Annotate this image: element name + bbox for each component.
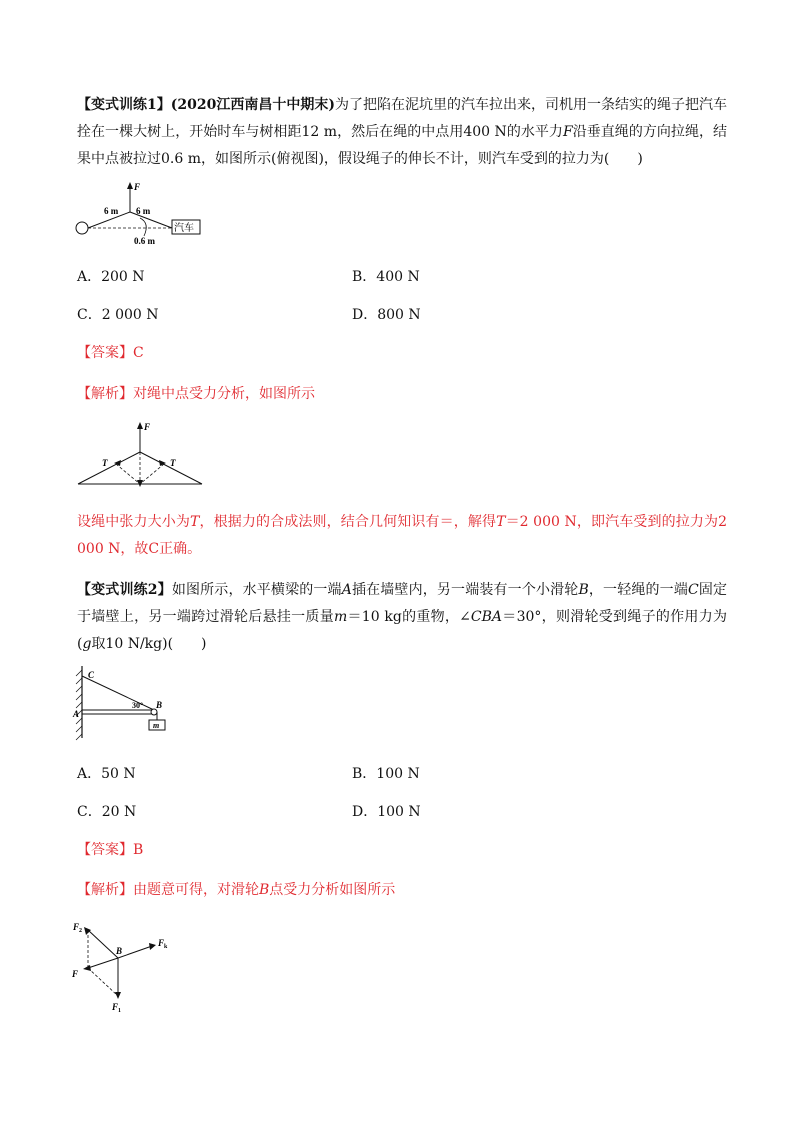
q2-sol-dash-2 <box>88 968 118 996</box>
q2-var-m: m <box>333 609 348 625</box>
q2-sol-label-f: F <box>72 969 79 979</box>
q2-var-a: A <box>341 582 352 598</box>
q2-option-c: C．20 N <box>77 804 137 820</box>
q1-sol-label-t-right: T <box>170 458 176 468</box>
q1-solution-figure <box>76 420 206 490</box>
q1-option-b: B．400 N <box>352 269 420 285</box>
q2-sol-fk-head <box>149 943 156 950</box>
q1-solution <box>77 509 727 563</box>
q1-fig-label-right: 6 m <box>136 206 151 216</box>
q1-answer <box>77 343 144 363</box>
q1-sol-label-t-left: T <box>102 458 108 468</box>
q2-var-g: g <box>82 636 92 652</box>
q2-var-cba: CBA <box>470 609 503 625</box>
q1-question <box>77 92 727 173</box>
q2-option-b: B．100 N <box>352 766 420 782</box>
q1-sol-t2: T <box>496 514 506 530</box>
q2-sol-fk <box>118 946 152 958</box>
q1-figure <box>70 178 210 248</box>
q2-fig-label-angle: 30° <box>132 701 144 710</box>
q2-answer-label: 【答案】 <box>77 842 133 858</box>
q2-answer-value: B <box>133 842 144 858</box>
q2-sol-label-fk: $F_k$ <box>158 938 168 950</box>
q2-var-c: C <box>688 582 699 598</box>
q1-analysis-text: 对绳中点受力分析，如图所示 <box>133 386 315 402</box>
q2-solution-figure <box>70 920 180 1020</box>
q1-source: (2020江西南昌十中期末) <box>170 97 335 113</box>
q1-answer-value: C <box>133 345 144 361</box>
q2-tag: 【变式训练2】 <box>77 582 172 598</box>
q1-fig-arrow-head <box>127 182 133 189</box>
q2-analysis-a: 由题意可得，对滑轮 <box>133 882 259 898</box>
q1-option-c: C．2 000 N <box>77 307 159 323</box>
q2-fig-wall-hatch <box>76 670 82 740</box>
q2-sol-f <box>88 958 118 968</box>
q1-fig-label-depth: 0.6 m <box>134 236 155 246</box>
q1-text-a: 为了把陷在泥坑里的汽车拉出来，司机用一条结实的绳子把汽车拴在一棵大树上，开始时车与树相距12 m，然后在绳的中点用400 N的水平力 <box>77 97 727 140</box>
q2-fig-label-c: C <box>88 670 95 680</box>
q1-analysis-label: 【解析】 <box>77 386 133 402</box>
q1-sol-rope-right <box>140 452 202 484</box>
q1-text-b: 沿垂直绳的方向拉绳，结果中点被拉过0.6 m，如图所示(俯视图)，假设绳子的伸长不计，则汽车受到的拉力为( ) <box>77 124 727 167</box>
q1-tag: 【变式训练1】 <box>77 97 171 113</box>
q2-sol-label-f2: $F_2$ <box>73 922 83 934</box>
q1-answer-label: 【答案】 <box>77 345 133 361</box>
q2-text-e: ＝10 kg的重物，∠ <box>347 609 471 625</box>
q2-analysis-b: B <box>259 882 270 898</box>
q2-figure <box>70 664 165 742</box>
q1-option-d: D．800 N <box>352 307 421 323</box>
q1-fig-depth-arc <box>140 218 146 236</box>
q1-fig-tree <box>76 222 88 234</box>
q1-sol-force-head <box>137 422 143 429</box>
q2-text-f: ＝30°，则滑轮受到绳子的作用力为( <box>77 609 727 652</box>
q2-fig-label-m: m <box>153 721 160 730</box>
q1-sol-c: ＝2 000 N，即汽车受到的拉力为2 000 N，故C正确。 <box>77 514 727 557</box>
q2-text-a: 如图所示，水平横梁的一端 <box>171 582 342 598</box>
q1-fig-label-left: 6 m <box>104 206 119 216</box>
q2-sol-label-f1: $F_1$ <box>112 1002 122 1014</box>
q1-sol-rope-left <box>78 452 140 484</box>
q1-var-f: F <box>562 124 573 140</box>
q1-fig-label-f: F <box>134 182 141 192</box>
q1-sol-a: 设绳中张力大小为 <box>77 514 190 530</box>
q2-option-a: A．50 N <box>77 766 136 782</box>
q2-text-g: 取10 N/kg)( ) <box>91 636 207 652</box>
q1-analysis <box>77 384 315 404</box>
q1-sol-label-f: F <box>144 422 151 432</box>
q2-question <box>77 577 727 658</box>
q2-analysis <box>77 880 395 900</box>
q1-sol-t: T <box>190 514 200 530</box>
q2-fig-beam <box>82 710 152 714</box>
q1-sol-dash-right <box>140 464 164 484</box>
q2-sol-label-b: B <box>116 946 123 956</box>
q2-sol-f2-head <box>84 927 91 935</box>
q2-text-c: ，一轻绳的一端 <box>588 582 688 598</box>
q2-text-b: 插在墙壁内，另一端装有一个小滑轮 <box>351 582 579 598</box>
q2-fig-label-a: A <box>73 709 80 719</box>
q1-sol-b: ，根据力的合成法则，结合几何知识有＝，解得 <box>199 514 497 530</box>
q2-text-d: 固定于墙壁上，另一端跨过滑轮后悬挂一质量 <box>77 582 728 625</box>
q2-option-d: D．100 N <box>352 804 421 820</box>
q1-fig-label-car: 汽车 <box>174 223 194 234</box>
q1-sol-dash-left <box>116 464 140 484</box>
q2-analysis-label: 【解析】 <box>77 882 133 898</box>
q2-fig-label-b: B <box>156 700 163 710</box>
q2-sol-f2 <box>88 930 118 958</box>
q2-answer <box>77 840 143 860</box>
q2-analysis-c: 点受力分析如图所示 <box>269 882 396 898</box>
q2-var-b: B <box>578 582 589 598</box>
q1-option-a: A．200 N <box>77 269 145 285</box>
